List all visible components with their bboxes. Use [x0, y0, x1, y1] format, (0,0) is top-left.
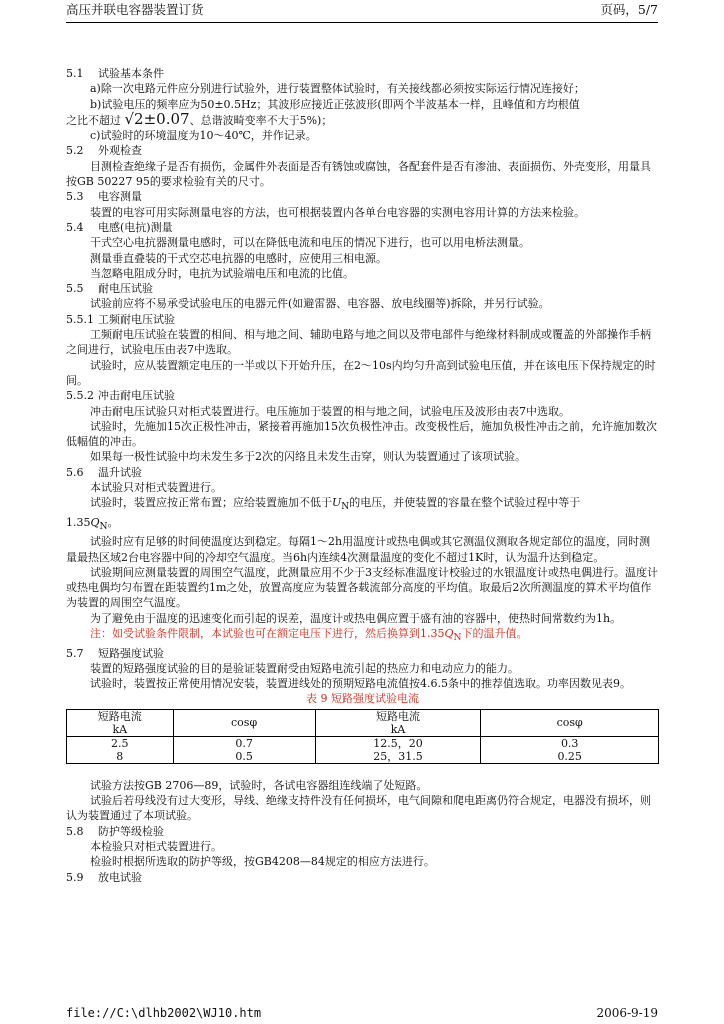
paragraph: 为了避免由于温度的迅速变化而引起的误差，温度计或热电偶应置于盛有油的容器中，使热时间常数约为1h。 — [90, 611, 622, 625]
table-cell: 12.5，20 — [315, 736, 481, 750]
page-number: 页码，5/7 — [600, 2, 658, 17]
section-heading: 5.2 外观检查 — [66, 144, 142, 158]
paragraph: 目测检查绝缘子是否有损伤，金属件外表面是否有锈蚀或腐蚀，各配套件是否有渗油、表面损伤、外壳变形，用量具按GB 50227 95的要求检验有关的尺寸。 — [66, 159, 651, 189]
table-row — [67, 736, 659, 750]
paragraph: 试验前应将不易承受试验电压的电器元件(如避雷器、电容器、放电线圈等)拆除，并另行试验。 — [90, 297, 550, 311]
paragraph: 试验时应有足够的时间使温度达到稳定。每隔1～2h用温度计或热电偶或其它测温仪测取各规定部位的温度，同时测量最热区域2台电容器中间的冷却空气温度。当6h内连续4次测量温度的变化不超过1K时，认为温升达到稳定。 — [66, 535, 651, 564]
paragraph: 测量垂直叠装的干式空芯电抗器的电感时，应使用三相电源。 — [90, 251, 387, 265]
document-body — [66, 66, 659, 885]
paragraph: 试验后若母线没有过大变形，导线、绝缘支持件没有任何损坏，电气间隙和爬电距离仍符合规定，电器没有损坏，则认为装置通过了本项试验。 — [66, 794, 651, 823]
paragraph: 如果每一极性试验中均未发生多于2次的闪络且未发生击穿，则认为装置通过了该项试验。 — [90, 450, 526, 464]
paragraph: 本检验只对柜式装置进行。 — [90, 839, 222, 853]
paragraph: 干式空心电抗器测量电感时，可以在降低电流和电压的情况下进行，也可以用电桥法测量。 — [90, 236, 530, 250]
table-header-cell: cosφ — [481, 709, 659, 736]
paragraph: 冲击耐电压试验只对柜式装置进行。电压施加于装置的相与地之间，试验电压及波形由表7中选取。 — [90, 404, 570, 418]
paragraph: 试验时，装置按正常使用情况安装，装置进线处的预期短路电流值按4.6.5条中的推荐值选取。功率因数见表9。 — [90, 677, 631, 691]
file-path: file://C:\dlhb2002\WJ10.htm — [66, 1006, 262, 1020]
section-heading: 5.1 试验基本条件 — [66, 67, 164, 80]
table-cell: 0.7 — [173, 736, 315, 750]
table-cell: 2.5 — [67, 736, 174, 750]
table-cell: 0.3 — [481, 736, 659, 750]
paragraph: b)试验电压的频率应为50±0.5Hz；其波形应接近正弦波形(即两个半波基本一样，且峰值和方均根值 — [90, 97, 580, 111]
short-circuit-table — [66, 709, 659, 764]
section-heading: 5.5.2 冲击耐电压试验 — [66, 389, 175, 403]
paragraph: $1.35Q_N$。 — [66, 515, 119, 532]
paragraph: 检验时根据所选取的防护等级，按GB4208—84规定的相应方法进行。 — [90, 855, 435, 869]
section-heading: 5.6 温升试验 — [66, 465, 142, 479]
paragraph: 当忽略电阻成分时，电抗为试验端电压和电流的比值。 — [90, 266, 354, 280]
print-date: 2006-9-19 — [596, 1006, 658, 1020]
page-header — [66, 0, 658, 23]
table-header-row — [67, 709, 659, 736]
section-heading: 5.5.1 工频耐电压试验 — [66, 312, 175, 326]
note: 注：如受试验条件限制，本试验也可在额定电压下进行，然后换算到$1.35Q_N$下的温升值。 — [90, 627, 528, 644]
paragraph: 试验期间应测量装置的周围空气温度，此测量应用不少于3支经标准温度计校验过的水银温度计或热电偶进行。温度计或热电偶均匀布置在距装置约1m之处，放置高度应为装置各载流部分高度的平均值。取最后2次所测温度的算术平均值作为装置的周围空气温度。 — [66, 565, 658, 610]
paragraph: 本试验只对柜式装置进行。 — [90, 481, 222, 495]
paragraph: 工频耐电压试验在装置的相间、相与地之间、辅助电路与地之间以及带电部件与绝缘材料制成或覆盖的外部操作手柄之间进行，试验电压由表7中选取。 — [66, 328, 651, 357]
section-heading: 5.3 电容测量 — [66, 190, 142, 204]
paragraph: 之比不超过 √2±0.07、总谐波畸变率不大于5%)； — [66, 109, 333, 128]
table-cell: 8 — [67, 750, 174, 764]
table-caption: 表 9 短路强度试验电流 — [306, 692, 419, 706]
paragraph: 装置的短路强度试验的目的是验证装置耐受由短路电流引起的热应力和电动应力的能力。 — [90, 661, 519, 675]
table-header-cell: 短路电流 kA — [315, 709, 481, 736]
paragraph: 试验时，先施加15次正极性冲击，紧接着再施加15次负极性冲击。改变极性后，施加负极性冲击之前，允许施加数次低幅值的冲击。 — [66, 419, 657, 449]
section-heading: 5.5 耐电压试验 — [66, 282, 153, 296]
paragraph: c)试验时的环境温度为10～40℃，并作记录。 — [90, 129, 317, 143]
table-cell: 0.25 — [481, 750, 659, 764]
section-heading: 5.9 放电试验 — [66, 870, 142, 884]
formula: √2±0.07 — [124, 109, 190, 128]
paragraph: 试验方法按GB 2706—89，试验时，各试电容器组连线端了处短路。 — [90, 778, 428, 792]
table-cell: 0.5 — [173, 750, 315, 764]
paragraph: 试验时，装置应按正常布置；应给装置施加不低于$U_N$的电压，并使装置的容量在整个试验过程中等于 — [90, 496, 581, 513]
table-row — [67, 750, 659, 764]
table-header-cell: cosφ — [173, 709, 315, 736]
table-cell: 25，31.5 — [315, 750, 481, 764]
section-heading: 5.4 电感(电抗)测量 — [66, 220, 173, 234]
document-title: 高压并联电容器装置订货 — [66, 2, 204, 17]
paragraph: 装置的电容可用实际测量电容的方法，也可根据装置内各单台电容器的实测电容用计算的方法来检验。 — [90, 205, 585, 219]
paragraph: 试验时，应从装置额定电压的一半或以下开始升压，在2～10s内均匀升高到试验电压值，并在该电压下保持规定的时间。 — [66, 358, 656, 387]
table-header-cell: 短路电流 kA — [67, 709, 174, 736]
section-heading: 5.7 短路强度试验 — [66, 646, 164, 660]
paragraph: a)除一次电路元件应分别进行试验外，进行装置整体试验时，有关接线都必须按实际运行情况连接好； — [90, 82, 585, 96]
section-heading: 5.8 防护等级检验 — [66, 824, 164, 838]
